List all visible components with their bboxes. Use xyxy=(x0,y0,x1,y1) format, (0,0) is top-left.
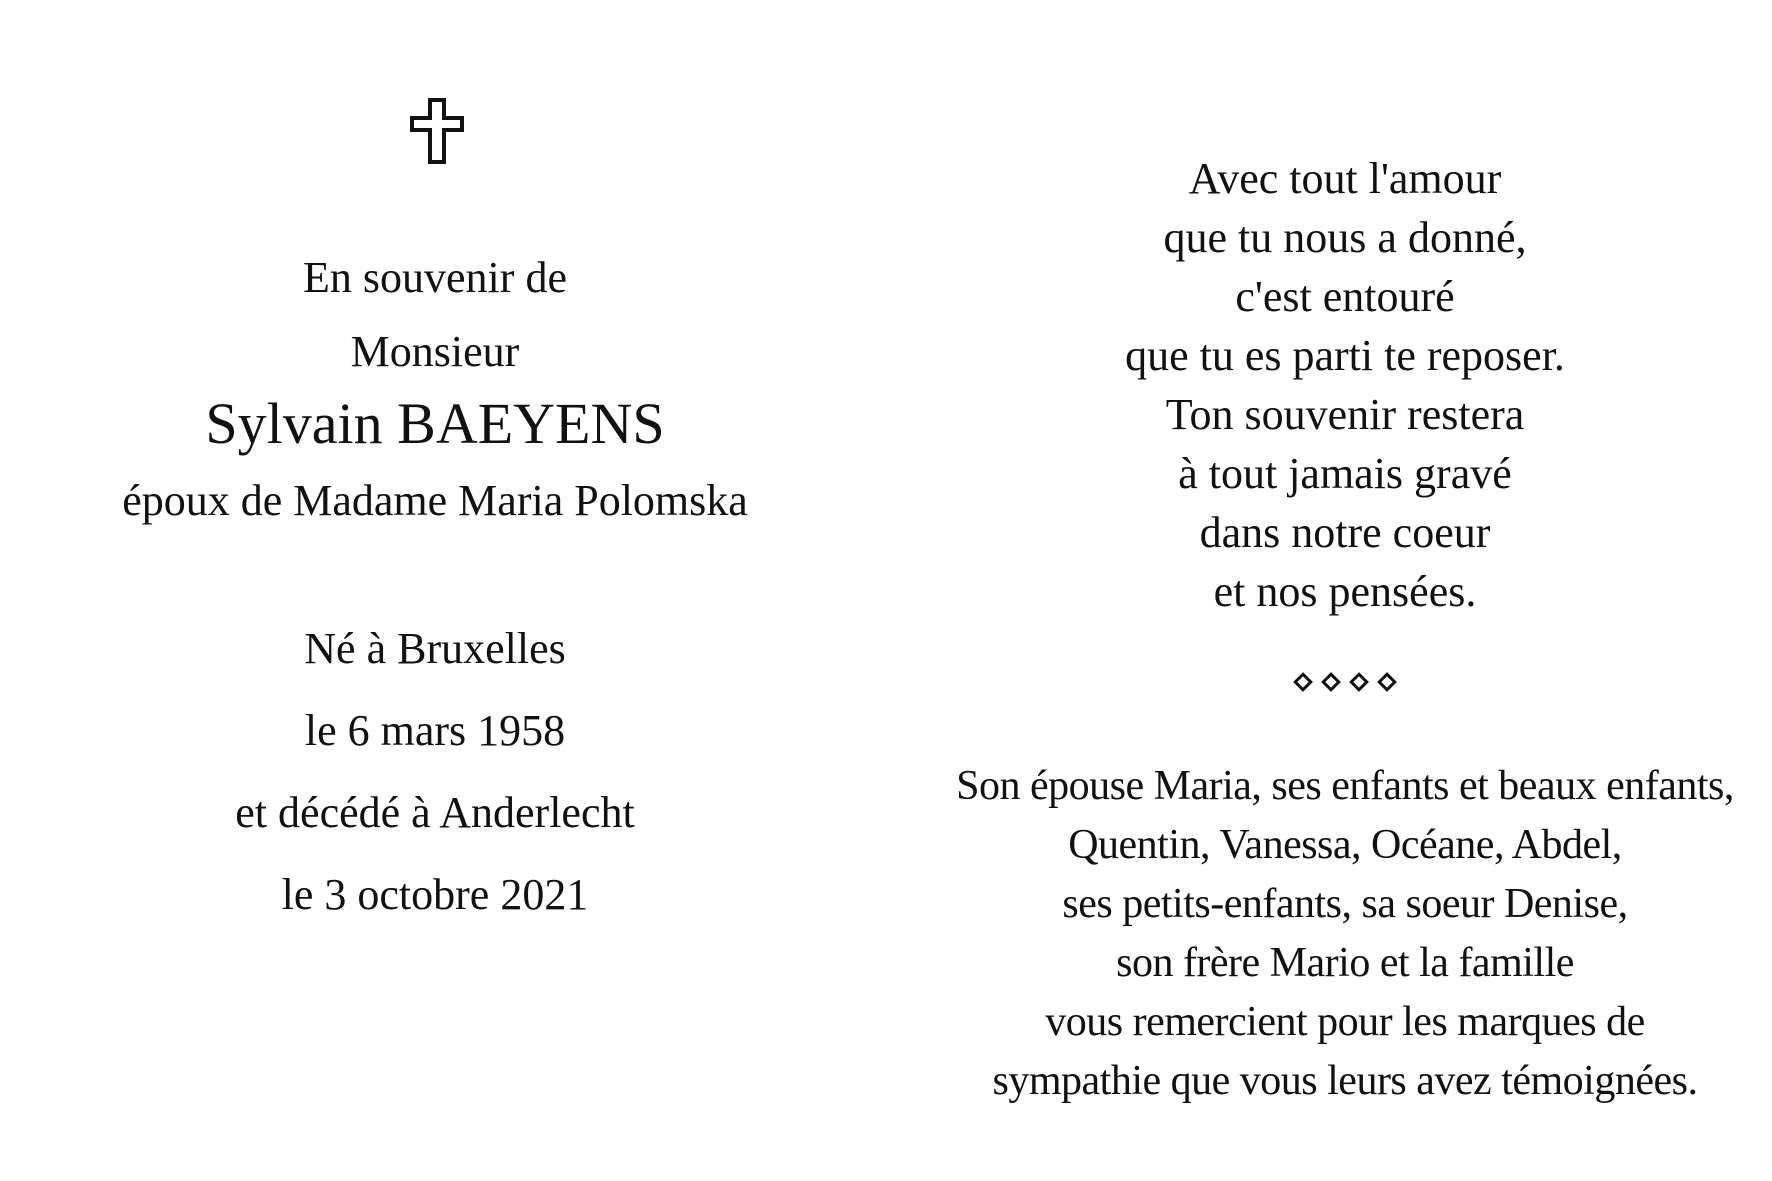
thanks-line: ses petits-enfants, sa soeur Denise, xyxy=(1062,881,1628,927)
diamond-icon xyxy=(1293,672,1313,692)
divider xyxy=(930,675,1760,689)
birth-place: Né à Bruxelles xyxy=(304,624,566,673)
thanks-line: Quentin, Vanessa, Océane, Abdel, xyxy=(1068,822,1622,868)
intro-text: En souvenir de xyxy=(303,253,567,302)
verse-line: dans notre coeur xyxy=(1199,508,1491,557)
diamond-icon xyxy=(1349,672,1369,692)
thanks-line: vous remercient pour les marques de xyxy=(1045,999,1645,1045)
cross-icon xyxy=(410,98,464,164)
deceased-name: Sylvain BAEYENS xyxy=(205,391,665,456)
death-place: et décédé à Anderlecht xyxy=(235,788,635,837)
diamond-icon xyxy=(1321,672,1341,692)
verse-line: que tu nous a donné, xyxy=(1163,213,1527,262)
spouse-text: époux de Madame Maria Polomska xyxy=(122,476,748,525)
thanks-line: Son épouse Maria, ses enfants et beaux enfants, xyxy=(956,763,1734,809)
verse-line: Avec tout l'amour xyxy=(1188,154,1502,203)
verse-line: et nos pensées. xyxy=(1213,567,1477,616)
birth-date: le 6 mars 1958 xyxy=(304,706,566,755)
thanks-line: sympathie que vous leurs avez témoignées. xyxy=(992,1058,1698,1104)
death-date: le 3 octobre 2021 xyxy=(281,870,589,919)
diamond-icon xyxy=(1377,672,1397,692)
verse-line: que tu es parti te reposer. xyxy=(1125,331,1565,380)
verse-line: c'est entouré xyxy=(1235,272,1455,321)
title-text: Monsieur xyxy=(350,327,520,376)
verse-line: Ton souvenir restera xyxy=(1165,390,1525,439)
thanks-line: son frère Mario et la famille xyxy=(1116,940,1574,986)
verse-line: à tout jamais gravé xyxy=(1178,449,1512,498)
left-panel xyxy=(0,0,870,1181)
right-panel xyxy=(930,0,1760,1181)
